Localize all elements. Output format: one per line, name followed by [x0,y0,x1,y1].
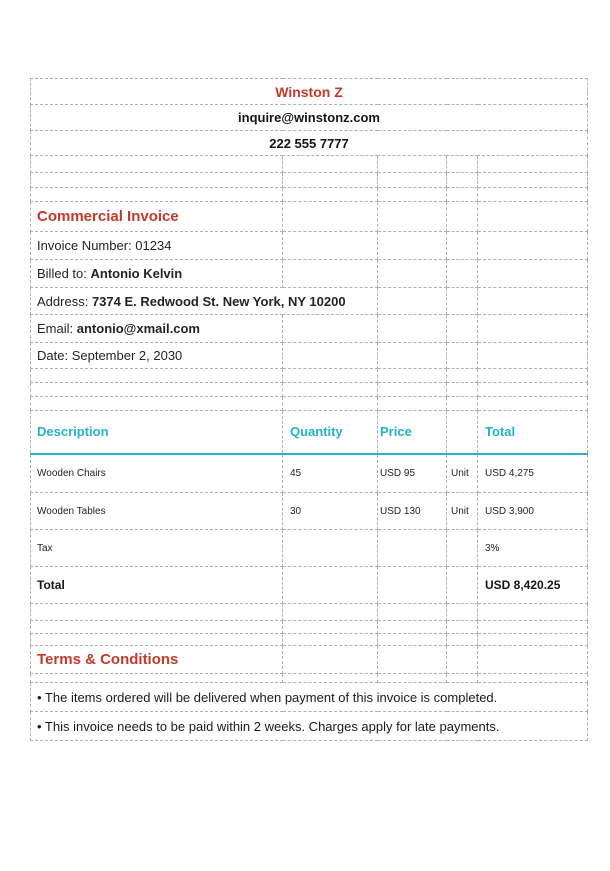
empty-cell [31,369,283,383]
empty-row [31,621,588,634]
grand-total-label: Total [31,567,283,604]
billed-to-cell [31,260,283,288]
empty-cell [447,397,478,411]
empty-cell [283,260,378,288]
date-cell [31,343,283,369]
item-unit: Unit [447,493,478,530]
empty-cell [447,260,478,288]
date-row [31,343,588,369]
empty-cell [31,188,283,202]
empty-cell [447,288,478,315]
address-label: Address: [37,293,89,309]
empty-cell [31,156,283,173]
empty-row [31,604,588,621]
empty-cell [478,188,588,202]
invoice-number-label: Invoice Number: [37,238,132,253]
empty-cell [447,530,478,567]
item-row-wooden-chairs [31,454,588,493]
empty-cell [378,634,447,646]
terms-bullet-row [31,712,588,741]
item-row-wooden-tables [31,493,588,530]
empty-cell [31,173,283,188]
empty-cell [378,604,447,621]
empty-cell [478,369,588,383]
company-name: Winston Z [31,79,588,105]
empty-row [31,173,588,188]
empty-cell [478,343,588,369]
item-total: USD 4,275 [478,454,588,493]
empty-cell [31,634,283,646]
invoice-number-value: 01234 [135,238,172,253]
invoice-number-cell [31,232,283,260]
col-header-unit-spacer [447,411,478,454]
empty-cell [478,202,588,232]
tax-value: 3% [478,530,588,567]
empty-row [31,156,588,173]
empty-cell [478,173,588,188]
empty-cell [478,288,588,315]
empty-cell [283,232,378,260]
empty-cell [283,674,378,683]
empty-cell [447,621,478,634]
terms-bullet-2: • This invoice needs to be paid within 2 weeks. Charges apply for late payments. [31,712,588,741]
empty-cell [478,621,588,634]
empty-cell [283,369,378,383]
empty-row [31,397,588,411]
empty-cell [447,232,478,260]
empty-cell [378,567,447,604]
email-cell [31,315,283,343]
tax-row [31,530,588,567]
company-email: inquire@winstonz.com [31,105,588,131]
empty-cell [283,383,378,397]
empty-cell [447,156,478,173]
empty-cell [283,315,378,343]
item-price: USD 95 [378,454,447,493]
empty-cell [378,369,447,383]
empty-cell [478,674,588,683]
empty-cell [378,156,447,173]
terms-title-row [31,646,588,674]
empty-cell [478,646,588,674]
empty-cell [283,173,378,188]
empty-cell [283,567,378,604]
empty-cell [447,674,478,683]
terms-bullet-row [31,683,588,712]
empty-cell [378,288,447,315]
empty-row [31,369,588,383]
empty-cell [378,530,447,567]
empty-cell [447,343,478,369]
empty-cell [478,604,588,621]
col-header-quantity: Quantity [283,411,378,454]
empty-cell [283,188,378,202]
empty-cell [283,343,378,369]
empty-cell [283,646,378,674]
empty-cell [378,621,447,634]
tax-label: Tax [31,530,283,567]
items-header-row [31,411,588,454]
item-quantity: 30 [283,493,378,530]
email-row [31,315,588,343]
company-header-row [31,79,588,105]
billed-to-label: Billed to: [37,266,87,281]
item-unit: Unit [447,454,478,493]
company-phone-row [31,131,588,156]
grand-total-value: USD 8,420.25 [478,567,588,604]
section-title-row [31,202,588,232]
address-row [31,288,588,315]
item-description: Wooden Chairs [31,454,283,493]
item-quantity: 45 [283,454,378,493]
company-email-row [31,105,588,131]
commercial-invoice-title: Commercial Invoice [31,202,283,232]
empty-cell [447,202,478,232]
empty-cell [478,156,588,173]
empty-cell [478,397,588,411]
empty-cell [378,674,447,683]
empty-cell [283,156,378,173]
email-value: antonio@xmail.com [76,321,200,336]
address-cell [31,288,378,315]
empty-row [31,188,588,202]
empty-cell [378,188,447,202]
col-header-description: Description [31,411,283,454]
empty-cell [447,173,478,188]
empty-cell [447,646,478,674]
empty-cell [447,383,478,397]
invoice-sheet [30,78,588,741]
item-description: Wooden Tables [31,493,283,530]
terms-title: Terms & Conditions [31,646,283,674]
col-header-total: Total [478,411,588,454]
item-price: USD 130 [378,493,447,530]
date-label: Date: [37,348,69,363]
empty-cell [378,173,447,188]
email-label: Email: [37,321,74,336]
empty-cell [378,343,447,369]
empty-cell [31,621,283,634]
empty-cell [447,604,478,621]
empty-cell [478,232,588,260]
empty-cell [447,369,478,383]
empty-cell [378,232,447,260]
empty-cell [447,188,478,202]
empty-cell [283,604,378,621]
empty-cell [283,634,378,646]
empty-cell [31,383,283,397]
empty-row [31,674,588,683]
empty-cell [31,674,283,683]
empty-cell [447,315,478,343]
empty-cell [31,397,283,411]
terms-bullet-1: • The items ordered will be delivered when payment of this invoice is completed. [31,683,588,712]
empty-cell [378,202,447,232]
empty-cell [283,397,378,411]
grand-total-row [31,567,588,604]
item-total: USD 3,900 [478,493,588,530]
col-header-price: Price [378,411,447,454]
empty-cell [478,634,588,646]
date-value: September 2, 2030 [71,348,183,363]
empty-cell [378,397,447,411]
invoice-number-row [31,232,588,260]
empty-cell [447,634,478,646]
empty-cell [378,260,447,288]
address-value: 7374 E. Redwood St. New York, NY 10200 [91,293,346,309]
billed-to-row [31,260,588,288]
empty-cell [378,646,447,674]
empty-cell [478,315,588,343]
empty-cell [447,567,478,604]
empty-row [31,383,588,397]
empty-cell [378,315,447,343]
empty-cell [283,202,378,232]
empty-row [31,634,588,646]
empty-cell [478,260,588,288]
empty-cell [378,383,447,397]
empty-cell [478,383,588,397]
empty-cell [283,621,378,634]
company-phone: 222 555 7777 [31,131,588,156]
empty-cell [31,604,283,621]
empty-cell [283,530,378,567]
billed-to-value: Antonio Kelvin [90,266,183,281]
